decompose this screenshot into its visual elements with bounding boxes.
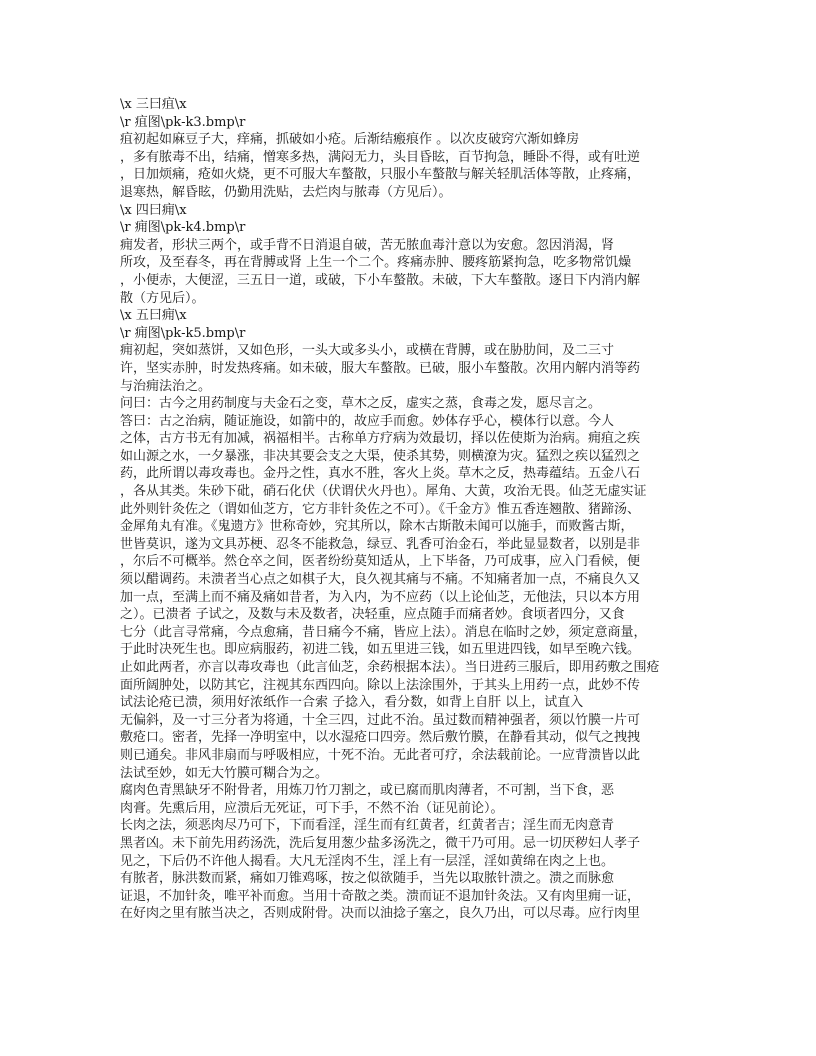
text-line: 则已通矣。非风非扇而与呼吸相应，十死不治。无此者可疗，余法载前论。一应背溃皆以此 xyxy=(120,747,641,763)
text-line: ，各从其类。朱砂下砒，硝石化伏（伏谓伏火丹也）。犀角、大黄，攻治无畏。仙芝无虚实证 xyxy=(120,484,647,500)
text-line: 黑者凶。未下前先用药汤洗，洗后复用葱少盐多汤洗之，微干乃可用。忌一切厌秽妇人孝子 xyxy=(120,835,641,851)
text-line: 药，此所谓以毒攻毒也。金丹之性，真水不胜，客火上炎。草木之反，热毒蕴结。五金八石 xyxy=(120,466,641,482)
text-line: 疽初起如麻豆子大，痒痛，抓破如小疮。后渐结瘢痕作 。以次皮破窍穴渐如蜂房 xyxy=(120,132,580,148)
text-line: 金犀角丸有准。《鬼遗方》世称奇妙，究其所以，除木古斯散未闻可以施手，而败酱古斯， xyxy=(120,519,634,535)
text-line: 痈初起，突如蒸饼，又如色形，一头大或多头小，或横在背膊，或在胁肋间，及二三寸 xyxy=(120,343,615,359)
text-line: 世皆莫识，遂为文具苏梗、忍冬不能救急，绿豆、乳香可治金石，举此显显数者，以别是非 xyxy=(120,536,641,552)
text-line: 许，坚实赤肿，时发热疼痛。如未破，服大车螯散。已破，服小车螯散。次用内解内消等药 xyxy=(120,360,641,376)
text-line: 所攻，及至春冬，再在背膊或肾 上生一个二个。疼痛赤肿、腰疼筋紧拘急，吃多物常饥燥 xyxy=(120,255,632,271)
text-line: 加一点，至满上而不痛及痛如昔者，为入内，为不应药（以上论仙芝，无他法，只以本方用 xyxy=(120,589,641,605)
text-line: 法试至妙，如无大竹膜可糊合为之。 xyxy=(120,765,329,781)
text-line: ，尔后不可概举。然仓卒之间，医者纷纷莫知适从，上下毕备，乃可成事，应入门看候，便 xyxy=(120,554,641,570)
text-line: 此外则针灸佐之（谓如仙芝方，它方非针灸佐之不可）。《千金方》惟五香连翘散、猪蹄汤、 xyxy=(120,501,641,517)
document-page xyxy=(120,96,680,923)
text-line: ，小便赤，大便涩，三五日一道，或破，下小车螯散。未破，下大车螯散。逐日下内消内解 xyxy=(120,272,641,288)
text-line: 无偏斜，及一寸三分者为将通，十全三四，过此不治。虽过数而精神强者，须以竹膜一片可 xyxy=(120,712,641,728)
text-line: 证退，不加针灸，唯平补而愈。当用十奇散之类。溃而证不退加针灸法。又有肉里痈一证， xyxy=(120,888,641,904)
text-line: 面所阔肿处，以防其它，注视其东西四向。除以上法涂围外，于其头上用药一点，此妙不传 xyxy=(120,677,641,693)
text-line: 退寒热，解昏眩，仍勤用洗贴，去烂肉与脓毒（方见后）。 xyxy=(120,184,452,200)
text-line: \x 四曰痈\x xyxy=(120,202,187,218)
text-line: 敷疮口。密者，先择一净明室中，以水湿疮口四旁。然后敷竹膜，在静看其动，似气之拽拽 xyxy=(120,730,641,746)
text-line: 之）。已溃者 子试之，及数与未及数者，决轻重，应点随手而痛者妙。食顷者四分，又食 xyxy=(120,607,625,623)
text-line: \r 痈图\pk-k4.bmp\r xyxy=(120,220,246,236)
text-line: 须以醋调药。未溃者当心点之如棋子大，良久视其痛与不痛。不知痛者加一点，不痛良久又 xyxy=(120,572,641,588)
text-line: 七分（此言寻常痛，今点愈痛，昔日痛今不痛，皆应上法）。消息在临时之妙，须定意商量， xyxy=(120,624,647,640)
text-line: 长肉之法，须恶肉尽乃可下，下而看淫，淫生而有红黄者，红黄者吉；淫生而无肉意青 xyxy=(120,818,615,834)
text-line: 散（方见后）。 xyxy=(120,290,205,306)
text-line: 腐肉色青黑缺牙不附骨者，用炼刀竹刀割之，或已腐而肌肉薄者，不可割，当下食，恶 xyxy=(120,783,615,799)
text-line: \r 痈图\pk-k5.bmp\r xyxy=(120,325,246,341)
text-line: 见之，下后仍不许他人揭看。大凡无淫肉不生，淫上有一层淫，淫如黄绵在肉之上也。 xyxy=(120,853,615,869)
text-line: 之体，古方书无有加减，祸福相半。古称单方疗病为效最切，择以佐使斯为治病。痈疽之疾 xyxy=(120,431,641,447)
text-line: \x 五曰痈\x xyxy=(120,308,187,324)
text-line: ，日加烦痛，疮如火烧，更不可服大车螯散，只服小车螯散与解关轻肌活体等散，止疼痛， xyxy=(120,167,641,183)
text-line: 问曰：古今之用药制度与夫金石之变，草木之反，虚实之蒸，食毒之发，愿尽言之。 xyxy=(120,396,602,412)
text-line: ，多有脓毒不出，结痛，憎寒多热，满闷无力，头目昏眩，百节拘急，睡卧不得，或有吐逆 xyxy=(120,149,641,165)
text-line: \x 三曰疽\x xyxy=(120,97,187,112)
text-line: 试法论疮已溃，须用好浓纸作一合索 子捻入，看分数，如背上自肝 以上，试直入 xyxy=(120,695,584,711)
text-line: 有脓者，脉洪数而紧，痛如刀锥鸡啄，按之似欲随手，当先以取脓针溃之。溃之而脉愈 xyxy=(120,871,615,887)
text-line: 肉膏。先熏后用，应溃后无死证，可下手，不然不治（证见前论）。 xyxy=(120,800,504,816)
text-line: 于此时决死生也。即应病服药，初进二钱，如五里进三钱，如五里进四钱，如早至晚六钱。 xyxy=(120,642,641,658)
text-line: \r 疽图\pk-k3.bmp\r xyxy=(120,114,246,130)
text-line: 止如此两者，亦言以毒攻毒也（此言仙芝，余药根据本法）。当日进药三服后，即用药敷之围疮 xyxy=(120,660,660,675)
text-line: 与治痈法治之。 xyxy=(120,378,212,394)
text-line: 答曰：古之治病，随证施设，如箭中的，故应手而愈。妙体存乎心，模体行以意。今人 xyxy=(120,413,615,429)
text-line: 痈发者，形状三两个，或手背不日消退自破，苦无脓血毒汁意以为安愈。忽因消渴，肾 xyxy=(120,237,615,253)
text-line: 如山源之水，一夕暴涨，非决其要会支之大渠，使杀其势，则横潦为灾。猛烈之疾以猛烈之 xyxy=(120,448,641,464)
text-line: 在好肉之里有脓当决之，否则成附骨。决而以油捻子塞之，良久乃出，可以尽毒。应行肉里 xyxy=(120,906,641,922)
